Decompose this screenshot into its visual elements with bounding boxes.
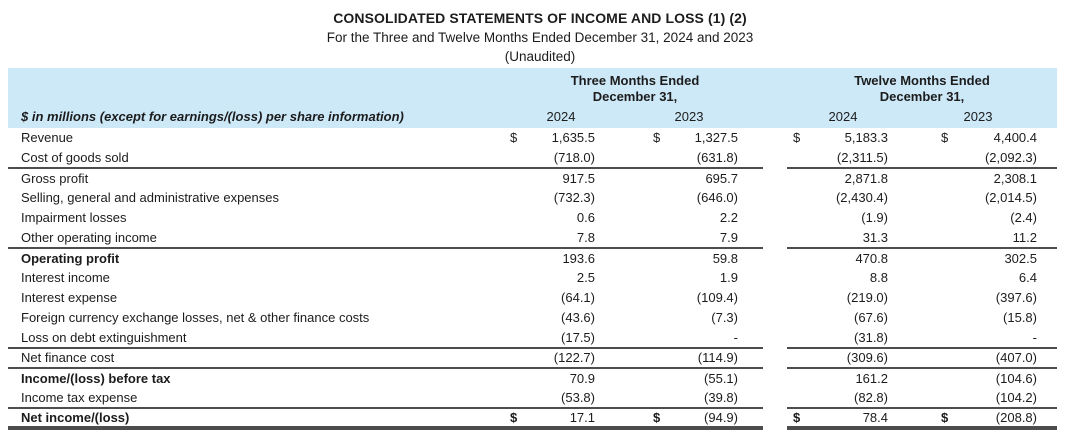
value-cell-12mo-2024: (309.6) xyxy=(819,348,899,368)
row-label: Operating profit xyxy=(21,250,120,266)
currency-symbol-cell xyxy=(507,228,537,248)
row-label: Cost of goods sold xyxy=(8,148,507,168)
currency-symbol-cell xyxy=(787,388,819,408)
currency-symbol-cell xyxy=(787,248,819,268)
label-column-spacer xyxy=(8,89,507,105)
table-row xyxy=(8,128,1057,148)
value-cell-3mo-2024: (718.0) xyxy=(537,148,615,168)
currency-symbol-cell xyxy=(899,388,971,408)
document-title: CONSOLIDATED STATEMENTS OF INCOME AND LOSS (1) (2) xyxy=(333,10,747,26)
value-cell-3mo-2024: 2.5 xyxy=(576,270,595,285)
value-cell-12mo-2024: 2,871.8 xyxy=(844,170,888,186)
table-header xyxy=(8,68,1057,128)
year-column-header-12mo-2023: 2023 xyxy=(899,105,1057,128)
currency-symbol-cell xyxy=(507,308,537,328)
row-label: Income/(loss) before tax xyxy=(21,370,171,386)
table-row xyxy=(8,308,1057,328)
column-gap xyxy=(763,89,787,105)
currency-symbol-cell xyxy=(899,328,971,348)
currency-symbol-cell xyxy=(615,388,675,408)
currency-symbol-cell xyxy=(899,368,971,388)
table-row xyxy=(8,388,1057,408)
currency-symbol-cell xyxy=(787,368,819,388)
currency-symbol-cell xyxy=(899,228,971,248)
table-row xyxy=(8,288,1057,308)
currency-symbol-cell: $ xyxy=(653,130,661,145)
column-gap xyxy=(763,148,787,168)
value-cell-12mo-2024: (82.8) xyxy=(819,388,899,408)
row-label: Net finance cost xyxy=(8,348,507,368)
currency-symbol-cell xyxy=(615,168,675,188)
currency-symbol-cell xyxy=(899,348,971,368)
currency-symbol-cell: $ xyxy=(941,130,949,145)
value-cell-12mo-2023: (104.2) xyxy=(971,388,1057,408)
table-row xyxy=(8,408,1057,428)
value-cell-3mo-2023: 1,327.5 xyxy=(694,130,738,145)
currency-symbol-cell xyxy=(507,208,537,228)
row-label: Loss on debt extinguishment xyxy=(8,328,507,348)
currency-symbol-cell xyxy=(615,248,675,268)
value-cell-3mo-2024: (64.1) xyxy=(561,290,595,305)
row-label: Selling, general and administrative expenses xyxy=(21,190,279,205)
currency-symbol-cell xyxy=(787,288,819,308)
period-subheader-twelve-months: December 31, xyxy=(787,89,1057,105)
currency-symbol-cell xyxy=(507,268,537,288)
currency-symbol-cell xyxy=(787,348,819,368)
column-gap xyxy=(763,68,787,89)
table-row xyxy=(8,208,1057,228)
column-gap xyxy=(763,105,787,128)
value-cell-3mo-2024: 70.9 xyxy=(569,370,595,386)
document-subtitle: For the Three and Twelve Months Ended December 31, 2024 and 2023 xyxy=(326,30,754,45)
value-cell-3mo-2023: (94.9) xyxy=(675,408,763,428)
currency-symbol-cell xyxy=(615,288,675,308)
column-gap xyxy=(763,388,787,408)
value-cell-12mo-2023: 6.4 xyxy=(1018,270,1037,285)
value-cell-3mo-2023: (109.4) xyxy=(696,290,738,305)
value-cell-12mo-2023: 2,308.1 xyxy=(993,170,1037,186)
value-cell-3mo-2023: 1.9 xyxy=(719,270,738,285)
row-label-header: $ in millions (except for earnings/(loss) per share information) xyxy=(8,105,507,128)
table-row xyxy=(8,168,1057,188)
currency-symbol-cell xyxy=(615,148,675,168)
year-header-row xyxy=(8,105,1057,128)
value-cell-12mo-2024: 5,183.3 xyxy=(844,130,888,145)
value-cell-3mo-2023: 695.7 xyxy=(705,170,738,186)
currency-symbol-cell xyxy=(507,388,537,408)
currency-symbol-cell xyxy=(787,148,819,168)
column-gap xyxy=(763,348,787,368)
value-cell-12mo-2023: (2.4) xyxy=(1010,210,1037,225)
currency-symbol-cell: $ xyxy=(793,130,801,145)
column-gap xyxy=(763,308,787,328)
currency-symbol-cell: $ xyxy=(787,408,819,428)
income-statement-table xyxy=(8,68,1057,430)
currency-symbol-cell: $ xyxy=(507,408,537,428)
value-cell-3mo-2024: 7.8 xyxy=(537,228,615,248)
year-column-header-3mo-2023: 2023 xyxy=(615,105,763,128)
value-cell-12mo-2024: 78.4 xyxy=(819,408,899,428)
value-cell-3mo-2024: 1,635.5 xyxy=(551,130,595,145)
currency-symbol-cell: $ xyxy=(899,408,971,428)
value-cell-12mo-2024: (67.6) xyxy=(854,310,888,325)
value-cell-3mo-2024: (53.8) xyxy=(537,388,615,408)
currency-symbol-cell: $ xyxy=(510,130,518,145)
value-cell-12mo-2023: 4,400.4 xyxy=(993,130,1037,145)
value-cell-12mo-2023: 11.2 xyxy=(971,228,1057,248)
label-column-spacer xyxy=(8,68,507,89)
value-cell-12mo-2023: (407.0) xyxy=(971,348,1057,368)
currency-symbol-cell xyxy=(615,368,675,388)
value-cell-3mo-2024: 17.1 xyxy=(537,408,615,428)
value-cell-3mo-2023: - xyxy=(675,328,763,348)
currency-symbol-cell xyxy=(507,148,537,168)
value-cell-3mo-2023: (55.1) xyxy=(704,370,738,386)
value-cell-3mo-2024: 917.5 xyxy=(562,170,595,186)
value-cell-3mo-2023: (646.0) xyxy=(696,190,738,205)
table-row xyxy=(8,348,1057,368)
currency-symbol-cell xyxy=(787,268,819,288)
column-gap xyxy=(763,228,787,248)
currency-symbol-cell xyxy=(787,208,819,228)
unaudited-note: (Unaudited) xyxy=(504,49,576,64)
value-cell-12mo-2024: 31.3 xyxy=(819,228,899,248)
value-cell-12mo-2023: 302.5 xyxy=(1004,250,1037,266)
currency-symbol-cell xyxy=(899,288,971,308)
value-cell-3mo-2024: 193.6 xyxy=(562,250,595,266)
value-cell-3mo-2024: (17.5) xyxy=(537,328,615,348)
value-cell-12mo-2023: (208.8) xyxy=(971,408,1057,428)
group-header-three-months: Three Months Ended xyxy=(507,68,763,89)
year-column-header-12mo-2024: 2024 xyxy=(787,105,899,128)
column-gap xyxy=(763,168,787,188)
group-header-twelve-months: Twelve Months Ended xyxy=(787,68,1057,89)
currency-symbol-cell xyxy=(899,168,971,188)
currency-symbol-cell: $ xyxy=(615,408,675,428)
group-subheader-row xyxy=(8,89,1057,105)
table-row xyxy=(8,148,1057,168)
value-cell-3mo-2024: (732.3) xyxy=(553,190,595,205)
row-label: Revenue xyxy=(21,130,74,145)
value-cell-3mo-2023: 59.8 xyxy=(712,250,738,266)
currency-symbol-cell xyxy=(615,188,675,208)
column-gap xyxy=(763,208,787,228)
currency-symbol-cell xyxy=(899,208,971,228)
value-cell-12mo-2024: (1.9) xyxy=(861,210,888,225)
value-cell-3mo-2023: (114.9) xyxy=(675,348,763,368)
table-row xyxy=(8,248,1057,268)
value-cell-12mo-2024: 470.8 xyxy=(855,250,888,266)
currency-symbol-cell xyxy=(615,208,675,228)
currency-symbol-cell xyxy=(899,268,971,288)
value-cell-12mo-2023: (15.8) xyxy=(1003,310,1037,325)
table-row xyxy=(8,188,1057,208)
value-cell-3mo-2023: 2.2 xyxy=(719,210,738,225)
row-label: Net income/(loss) xyxy=(8,408,507,428)
currency-symbol-cell xyxy=(507,248,537,268)
value-cell-12mo-2024: (2,430.4) xyxy=(835,190,888,205)
value-cell-3mo-2024: (122.7) xyxy=(537,348,615,368)
value-cell-3mo-2024: 0.6 xyxy=(576,210,595,225)
currency-symbol-cell xyxy=(787,328,819,348)
row-label: Interest income xyxy=(21,270,110,285)
column-gap xyxy=(763,268,787,288)
value-cell-12mo-2024: (31.8) xyxy=(819,328,899,348)
table-row xyxy=(8,328,1057,348)
value-cell-12mo-2024: (219.0) xyxy=(846,290,888,305)
table-row xyxy=(8,368,1057,388)
currency-symbol-cell xyxy=(615,228,675,248)
table-row xyxy=(8,268,1057,288)
row-label: Foreign currency exchange losses, net & other finance costs xyxy=(21,310,370,325)
value-cell-3mo-2023: 7.9 xyxy=(675,228,763,248)
column-gap xyxy=(763,248,787,268)
column-gap xyxy=(763,368,787,388)
row-label: Interest expense xyxy=(21,290,118,305)
period-subheader-three-months: December 31, xyxy=(507,89,763,105)
value-cell-12mo-2023: (397.6) xyxy=(995,290,1037,305)
currency-symbol-cell xyxy=(787,168,819,188)
column-gap xyxy=(763,328,787,348)
currency-symbol-cell xyxy=(787,228,819,248)
row-label: Impairment losses xyxy=(21,210,127,225)
currency-symbol-cell xyxy=(615,268,675,288)
value-cell-12mo-2023: (104.6) xyxy=(995,370,1037,386)
column-gap xyxy=(763,128,787,148)
currency-symbol-cell xyxy=(899,148,971,168)
income-table-body xyxy=(8,128,1057,428)
value-cell-12mo-2024: 161.2 xyxy=(855,370,888,386)
currency-symbol-cell xyxy=(615,328,675,348)
currency-symbol-cell xyxy=(787,308,819,328)
currency-symbol-cell xyxy=(507,368,537,388)
column-gap xyxy=(763,408,787,428)
row-label: Gross profit xyxy=(21,170,89,186)
year-column-header-3mo-2024: 2024 xyxy=(507,105,615,128)
currency-symbol-cell xyxy=(899,248,971,268)
value-cell-3mo-2024: (43.6) xyxy=(561,310,595,325)
value-cell-12mo-2023: (2,092.3) xyxy=(971,148,1057,168)
currency-symbol-cell xyxy=(615,348,675,368)
currency-symbol-cell xyxy=(507,348,537,368)
value-cell-3mo-2023: (7.3) xyxy=(711,310,738,325)
currency-symbol-cell xyxy=(615,308,675,328)
value-cell-12mo-2023: - xyxy=(971,328,1057,348)
currency-symbol-cell xyxy=(899,188,971,208)
value-cell-3mo-2023: (39.8) xyxy=(675,388,763,408)
row-label: Other operating income xyxy=(8,228,507,248)
row-label: Income tax expense xyxy=(8,388,507,408)
value-cell-12mo-2024: (2,311.5) xyxy=(819,148,899,168)
currency-symbol-cell xyxy=(507,168,537,188)
document-header xyxy=(0,0,1080,66)
column-gap xyxy=(763,188,787,208)
currency-symbol-cell xyxy=(899,308,971,328)
column-gap xyxy=(763,288,787,308)
value-cell-12mo-2023: (2,014.5) xyxy=(984,190,1037,205)
value-cell-12mo-2024: 8.8 xyxy=(869,270,888,285)
currency-symbol-cell xyxy=(507,288,537,308)
table-row xyxy=(8,228,1057,248)
currency-symbol-cell xyxy=(507,188,537,208)
currency-symbol-cell xyxy=(787,188,819,208)
group-header-row xyxy=(8,68,1057,89)
value-cell-3mo-2023: (631.8) xyxy=(675,148,763,168)
currency-symbol-cell xyxy=(507,328,537,348)
